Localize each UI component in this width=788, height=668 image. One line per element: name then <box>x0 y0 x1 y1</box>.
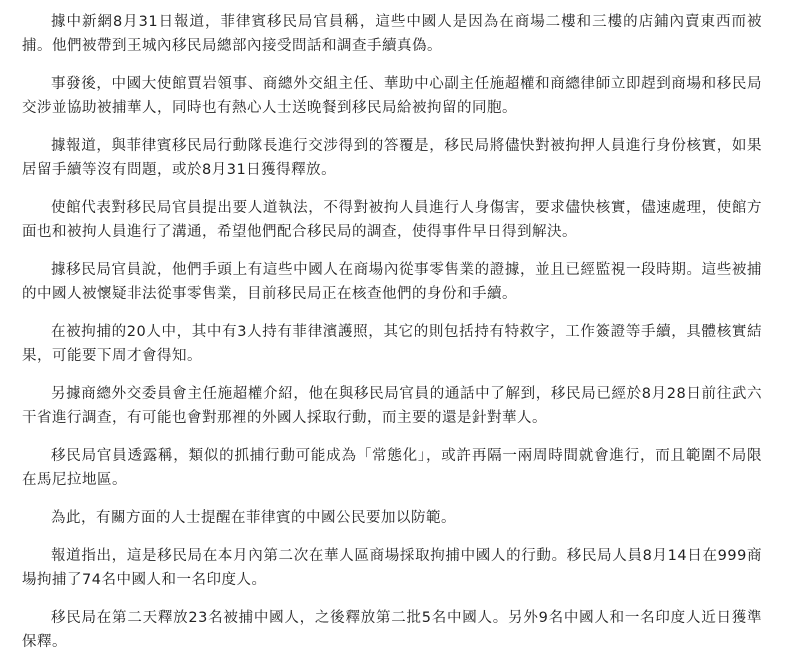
paragraph-11: 移民局在第二天釋放23名被捕中國人，之後釋放第二批5名中國人。另外9名中國人和一名印度人近日獲準保釋。 <box>22 610 762 650</box>
paragraph-1: 據中新網8月31日報道，菲律賓移民局官員稱，這些中國人是因為在商場二樓和三樓的店鋪內賣東西而被捕。他們被帶到王城內移民局總部內接受問話和調查手續真偽。 <box>22 14 762 54</box>
paragraph-4: 使館代表對移民局官員提出要人道執法，不得對被拘人員進行人身傷害，要求儘快核實，儘速處理，使館方面也和被拘人員進行了溝通，希望他們配合移民局的調查，使得事件早日得到解決。 <box>22 200 762 240</box>
paragraph-9: 為此，有關方面的人士提醒在菲律賓的中國公民要加以防範。 <box>51 510 456 526</box>
paragraph-10: 報道指出，這是移民局在本月內第二次在華人區商場採取拘捕中國人的行動。移民局人員8月14日在999商場拘捕了74名中國人和一名印度人。 <box>22 548 762 588</box>
paragraph-6: 在被拘捕的20人中，其中有3人持有菲律濱護照，其它的則包括持有特救字，工作簽證等手續，具體核實結果，可能要下周才會得知。 <box>22 324 762 364</box>
paragraph-8: 移民局官員透露稱，類似的抓捕行動可能成為「常態化」，或許再隔一兩周時間就會進行，而且範圍不局限在馬尼拉地區。 <box>22 448 762 488</box>
paragraph-5: 據移民局官員說，他們手頭上有這些中國人在商場內從事零售業的證據，並且已經監視一段時期。這些被捕的中國人被懷疑非法從事零售業，目前移民局正在核查他們的身份和手續。 <box>22 262 762 302</box>
article-body <box>22 10 762 668</box>
paragraph-3: 據報道，與菲律賓移民局行動隊長進行交涉得到的答覆是，移民局將儘快對被拘押人員進行身份核實，如果居留手續等沒有問題，或於8月31日獲得釋放。 <box>22 138 762 178</box>
paragraph-2: 事發後，中國大使館賈岩領事、商總外交組主任、華助中心副主任施超權和商總律師立即趕到商場和移民局交涉並協助被捕華人，同時也有熱心人士送晚餐到移民局給被拘留的同胞。 <box>22 76 762 116</box>
paragraph-7: 另據商總外交委員會主任施超權介紹，他在與移民局官員的通話中了解到，移民局已經於8月28日前往武六干省進行調查，有可能也會對那裡的外國人採取行動，而主要的還是針對華人。 <box>22 386 762 426</box>
